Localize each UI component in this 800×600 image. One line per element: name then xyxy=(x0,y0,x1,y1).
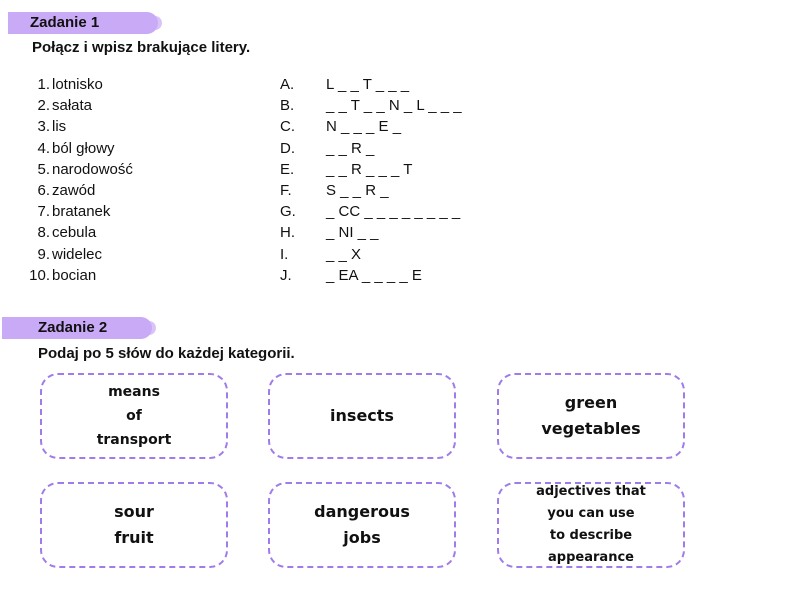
card-line: of xyxy=(126,408,142,424)
item-word: lis xyxy=(52,118,67,136)
item-number: 5. xyxy=(37,160,50,178)
list-item xyxy=(10,222,133,243)
answer-item xyxy=(280,222,462,243)
answer-item xyxy=(280,180,462,201)
card-line: to describe xyxy=(549,528,633,543)
answer-item xyxy=(280,159,462,180)
card-line: vegetables xyxy=(541,419,641,438)
answer-letter: E. xyxy=(280,160,295,178)
item-number: 7. xyxy=(37,203,50,221)
answer-letter: D. xyxy=(280,139,295,157)
letter-pattern: _ _ T _ _ N _ L _ _ _ xyxy=(326,97,462,115)
list-item xyxy=(10,265,133,286)
item-word: bocian xyxy=(52,266,97,284)
answer-letter: B. xyxy=(280,97,295,115)
list-item xyxy=(10,180,133,201)
card-line: appearance xyxy=(548,550,634,565)
item-word: bratanek xyxy=(52,203,111,221)
letter-pattern: _ _ R _ _ _ T xyxy=(326,160,413,178)
item-word: widelec xyxy=(52,245,103,263)
card-line: fruit xyxy=(114,528,154,547)
letter-pattern: S _ _ R _ xyxy=(326,181,389,199)
task1-title: Zadanie 1 xyxy=(30,14,100,31)
category-card-means-of-transport xyxy=(40,373,228,459)
answer-letter: C. xyxy=(280,118,295,136)
list-item xyxy=(10,74,133,95)
card-line: dangerous xyxy=(314,502,410,521)
category-card-sour-fruit xyxy=(40,482,228,568)
answer-item xyxy=(280,95,462,116)
item-number: 4. xyxy=(37,139,50,157)
item-number: 6. xyxy=(37,181,50,199)
card-line: sour xyxy=(114,502,154,521)
answer-letter: H. xyxy=(280,224,295,242)
answer-item xyxy=(280,201,462,222)
card-line: green xyxy=(564,393,618,412)
answer-list xyxy=(280,74,462,286)
category-card-dangerous-jobs xyxy=(268,482,456,568)
item-word: lotnisko xyxy=(52,76,103,93)
answer-letter: G. xyxy=(280,203,296,221)
card-line: transport xyxy=(96,432,172,448)
category-card-green-vegetables xyxy=(497,373,685,459)
list-item xyxy=(10,159,133,180)
task2-header xyxy=(2,317,162,339)
answer-item xyxy=(280,74,462,95)
item-word: narodowość xyxy=(52,160,133,178)
answer-item xyxy=(280,265,462,286)
list-item xyxy=(10,116,133,137)
item-word: sałata xyxy=(52,97,93,115)
answer-item xyxy=(280,138,462,159)
word-list xyxy=(10,74,133,286)
item-word: ból głowy xyxy=(52,139,115,157)
card-line: jobs xyxy=(343,528,381,547)
list-item xyxy=(10,95,133,116)
task2-title: Zadanie 2 xyxy=(38,319,108,336)
category-card-adjectives-appearance xyxy=(497,482,685,568)
card-line: means xyxy=(108,384,160,400)
list-item xyxy=(10,201,133,222)
letter-pattern: _ _ R _ xyxy=(326,139,375,157)
answer-letter: A. xyxy=(280,76,295,93)
item-number: 8. xyxy=(37,224,50,242)
letter-pattern: _ EA _ _ _ _ E xyxy=(326,266,422,284)
letter-pattern: _ CC _ _ _ _ _ _ _ _ xyxy=(326,203,461,221)
card-line: insects xyxy=(330,406,394,425)
item-word: zawód xyxy=(52,181,96,199)
answer-item xyxy=(280,244,462,265)
letter-pattern: _ NI _ _ xyxy=(326,224,379,242)
card-line: adjectives that xyxy=(536,484,646,499)
list-item xyxy=(10,244,133,265)
item-number: 10. xyxy=(29,266,50,284)
task2-instruction: Podaj po 5 słów do każdej kategorii. xyxy=(38,345,295,362)
answer-item xyxy=(280,116,462,137)
item-number: 3. xyxy=(37,118,50,136)
answer-letter: I. xyxy=(280,245,289,263)
item-word: cebula xyxy=(52,224,97,242)
task1-header xyxy=(8,12,168,34)
category-card-insects xyxy=(268,373,456,459)
letter-pattern: _ _ X xyxy=(326,245,362,263)
list-item xyxy=(10,138,133,159)
card-line: you can use xyxy=(547,506,635,521)
item-number: 2. xyxy=(37,97,50,115)
letter-pattern: N _ _ _ E _ xyxy=(326,118,402,136)
item-number: 1. xyxy=(37,76,50,93)
answer-letter: J. xyxy=(280,266,292,284)
answer-letter: F. xyxy=(280,181,292,199)
task1-instruction: Połącz i wpisz brakujące litery. xyxy=(32,39,251,56)
item-number: 9. xyxy=(37,245,50,263)
letter-pattern: L _ _ T _ _ _ xyxy=(326,76,410,93)
